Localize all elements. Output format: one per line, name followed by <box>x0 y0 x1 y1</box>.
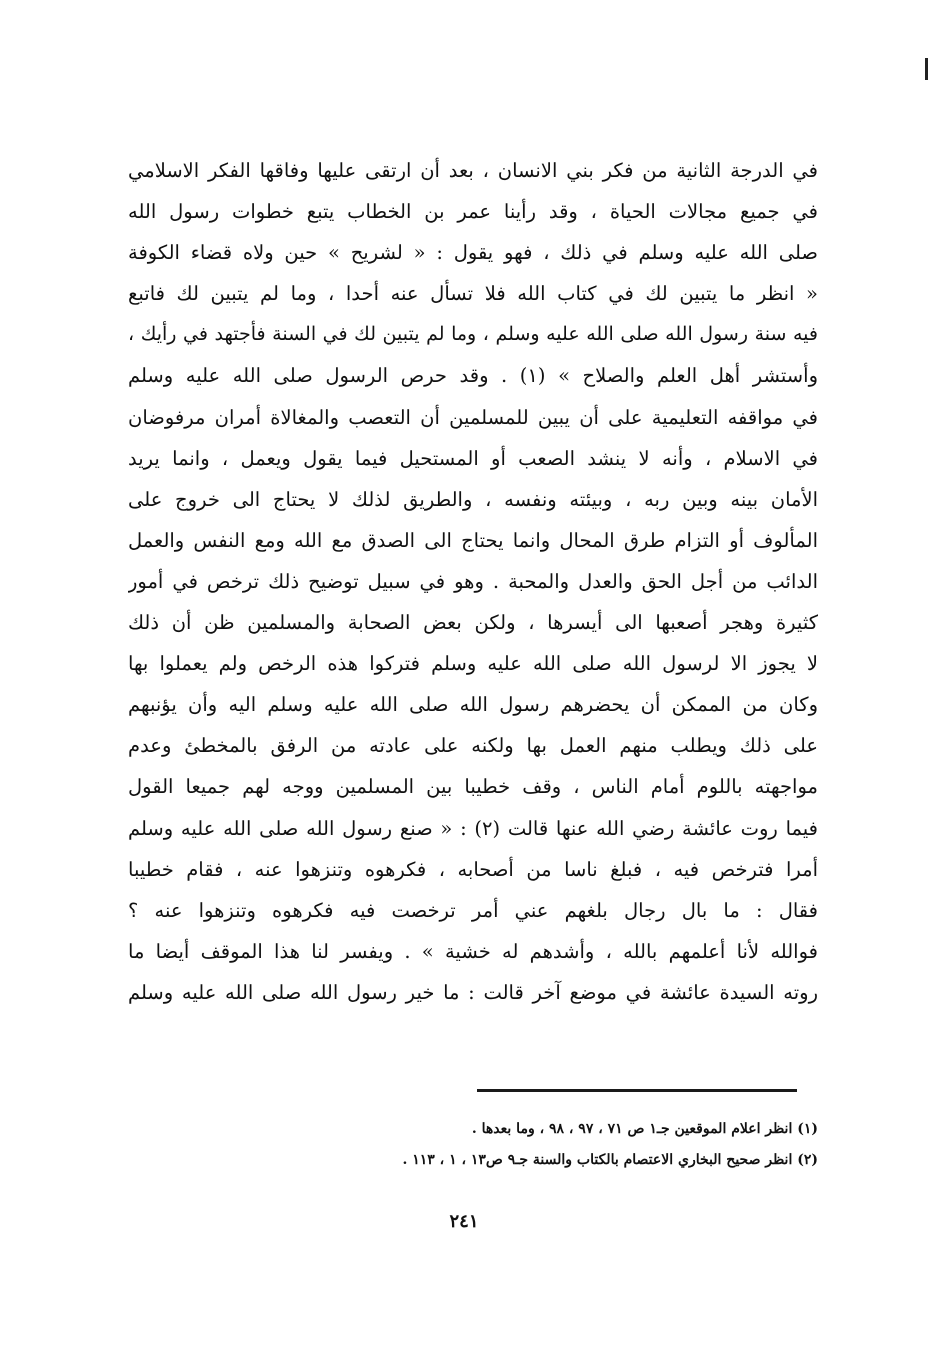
text-line: في جميع مجالات الحياة ، وقد رأينا عمر بن الخطاب يتبع خطوات رسول الله <box>128 200 818 224</box>
text-line: في الدرجة الثانية من فكر بني الانسان ، بعد أن ارتقى عليها وفاقها الفكر الاسلامي <box>128 159 818 182</box>
text-line: الأمان بينه وبين ربه ، وبيئته ونفسه ، والطريق لذلك لا يحتاج الى خروج على <box>128 487 818 511</box>
page-number: ٢٤١ <box>449 1211 479 1232</box>
text-line: لا يجوز الا لرسول الله صلى الله عليه وسلم فتركوا هذه الرخص ولم يعملوا بها <box>128 652 818 676</box>
text-line: صلى الله عليه وسلم في ذلك ، فهو يقول : « لشريح » حين ولاه قضاء الكوفة <box>128 241 818 265</box>
text-line: في مواقفه التعليمية على أن يبين للمسلمين أن التعصب والمغالاة أمران مرفوضان <box>128 405 818 429</box>
text-line: على ذلك ويطلب منهم العمل بها ولكنه على عادته من الرفق بالمخطئ وعدم <box>128 734 818 758</box>
text-line: فيما روت عائشة رضي الله عنها قالت (٢) : « صنع رسول الله صلى الله عليه وسلم <box>128 816 818 840</box>
text-line: المألوف أو التزام طرق المحال وانما يحتاج الى الصدق مع الله ومع النفس والعمل <box>128 528 818 552</box>
footnote-2: (٢) انظر صحيح البخاري الاعتصام بالكتاب والسنة جـ٩ ص١٣ ، ١ ، ١١٣ . <box>402 1152 818 1168</box>
text-line: مواجهته باللوم أمام الناس ، وقف خطيبا بين المسلمين ووجه لهم جميعا القول <box>128 775 818 799</box>
text-line: وكان من الممكن أن يحضرهم رسول الله صلى الله عليه وسلم اليه وأن يؤنبهم <box>128 693 818 717</box>
text-line: فوالله لأنا أعلمهم بالله ، وأشدهم له خشية » . ويفسر لنا هذا الموقف أيضا ما <box>128 939 818 963</box>
text-line: كثيرة وهجر أصعبها الى أيسرها ، ولكن بعض الصحابة والمسلمين ظن أن ذلك <box>128 611 818 635</box>
footnotes <box>128 1114 818 1176</box>
main-text-block <box>128 150 818 1013</box>
footnote-1: (١) انظر اعلام الموقعين جـ١ ص ٧١ ، ٩٧ ، ٩٨ ، وما بعدها . <box>471 1121 818 1137</box>
text-line: فيه سنة رسول الله صلى الله عليه وسلم ، وما لم يتبين لك في السنة فأجتهد في رأيك ، <box>128 323 818 346</box>
text-line: وأستشر أهل العلم والصلاح » (١) . وقد حرص الرسول صلى الله عليه وسلم <box>128 364 818 388</box>
text-line: فقال : ما بال رجال بلغهم عني أمر ترخصت فيه فكرهوه وتنزهوا عنه ؟ <box>128 898 818 922</box>
text-line: روته السيدة عائشة في موضع آخر قالت : ما خير رسول الله صلى الله عليه وسلم <box>128 980 818 1004</box>
footnote-divider <box>477 1089 797 1092</box>
text-line: الدائب من أجل الحق والعدل والمحبة . وهو في سبيل توضيح ذلك ترخص في أمور <box>128 569 818 593</box>
text-line: في الاسلام ، وأنه لا ينشد الصعب أو المستحيل فيما يقول ويعمل ، وانما يريد <box>128 446 818 470</box>
text-line: « انظر ما يتبين لك في كتاب الله فلا تسأل عنه أحدا ، وما لم يتبين لك فاتبع <box>128 282 818 306</box>
text-line: أمرا فترخص فيه ، فبلغ ناسا من أصحابه ، فكرهوه وتنزهوا عنه ، فقام خطيبا <box>128 857 818 881</box>
